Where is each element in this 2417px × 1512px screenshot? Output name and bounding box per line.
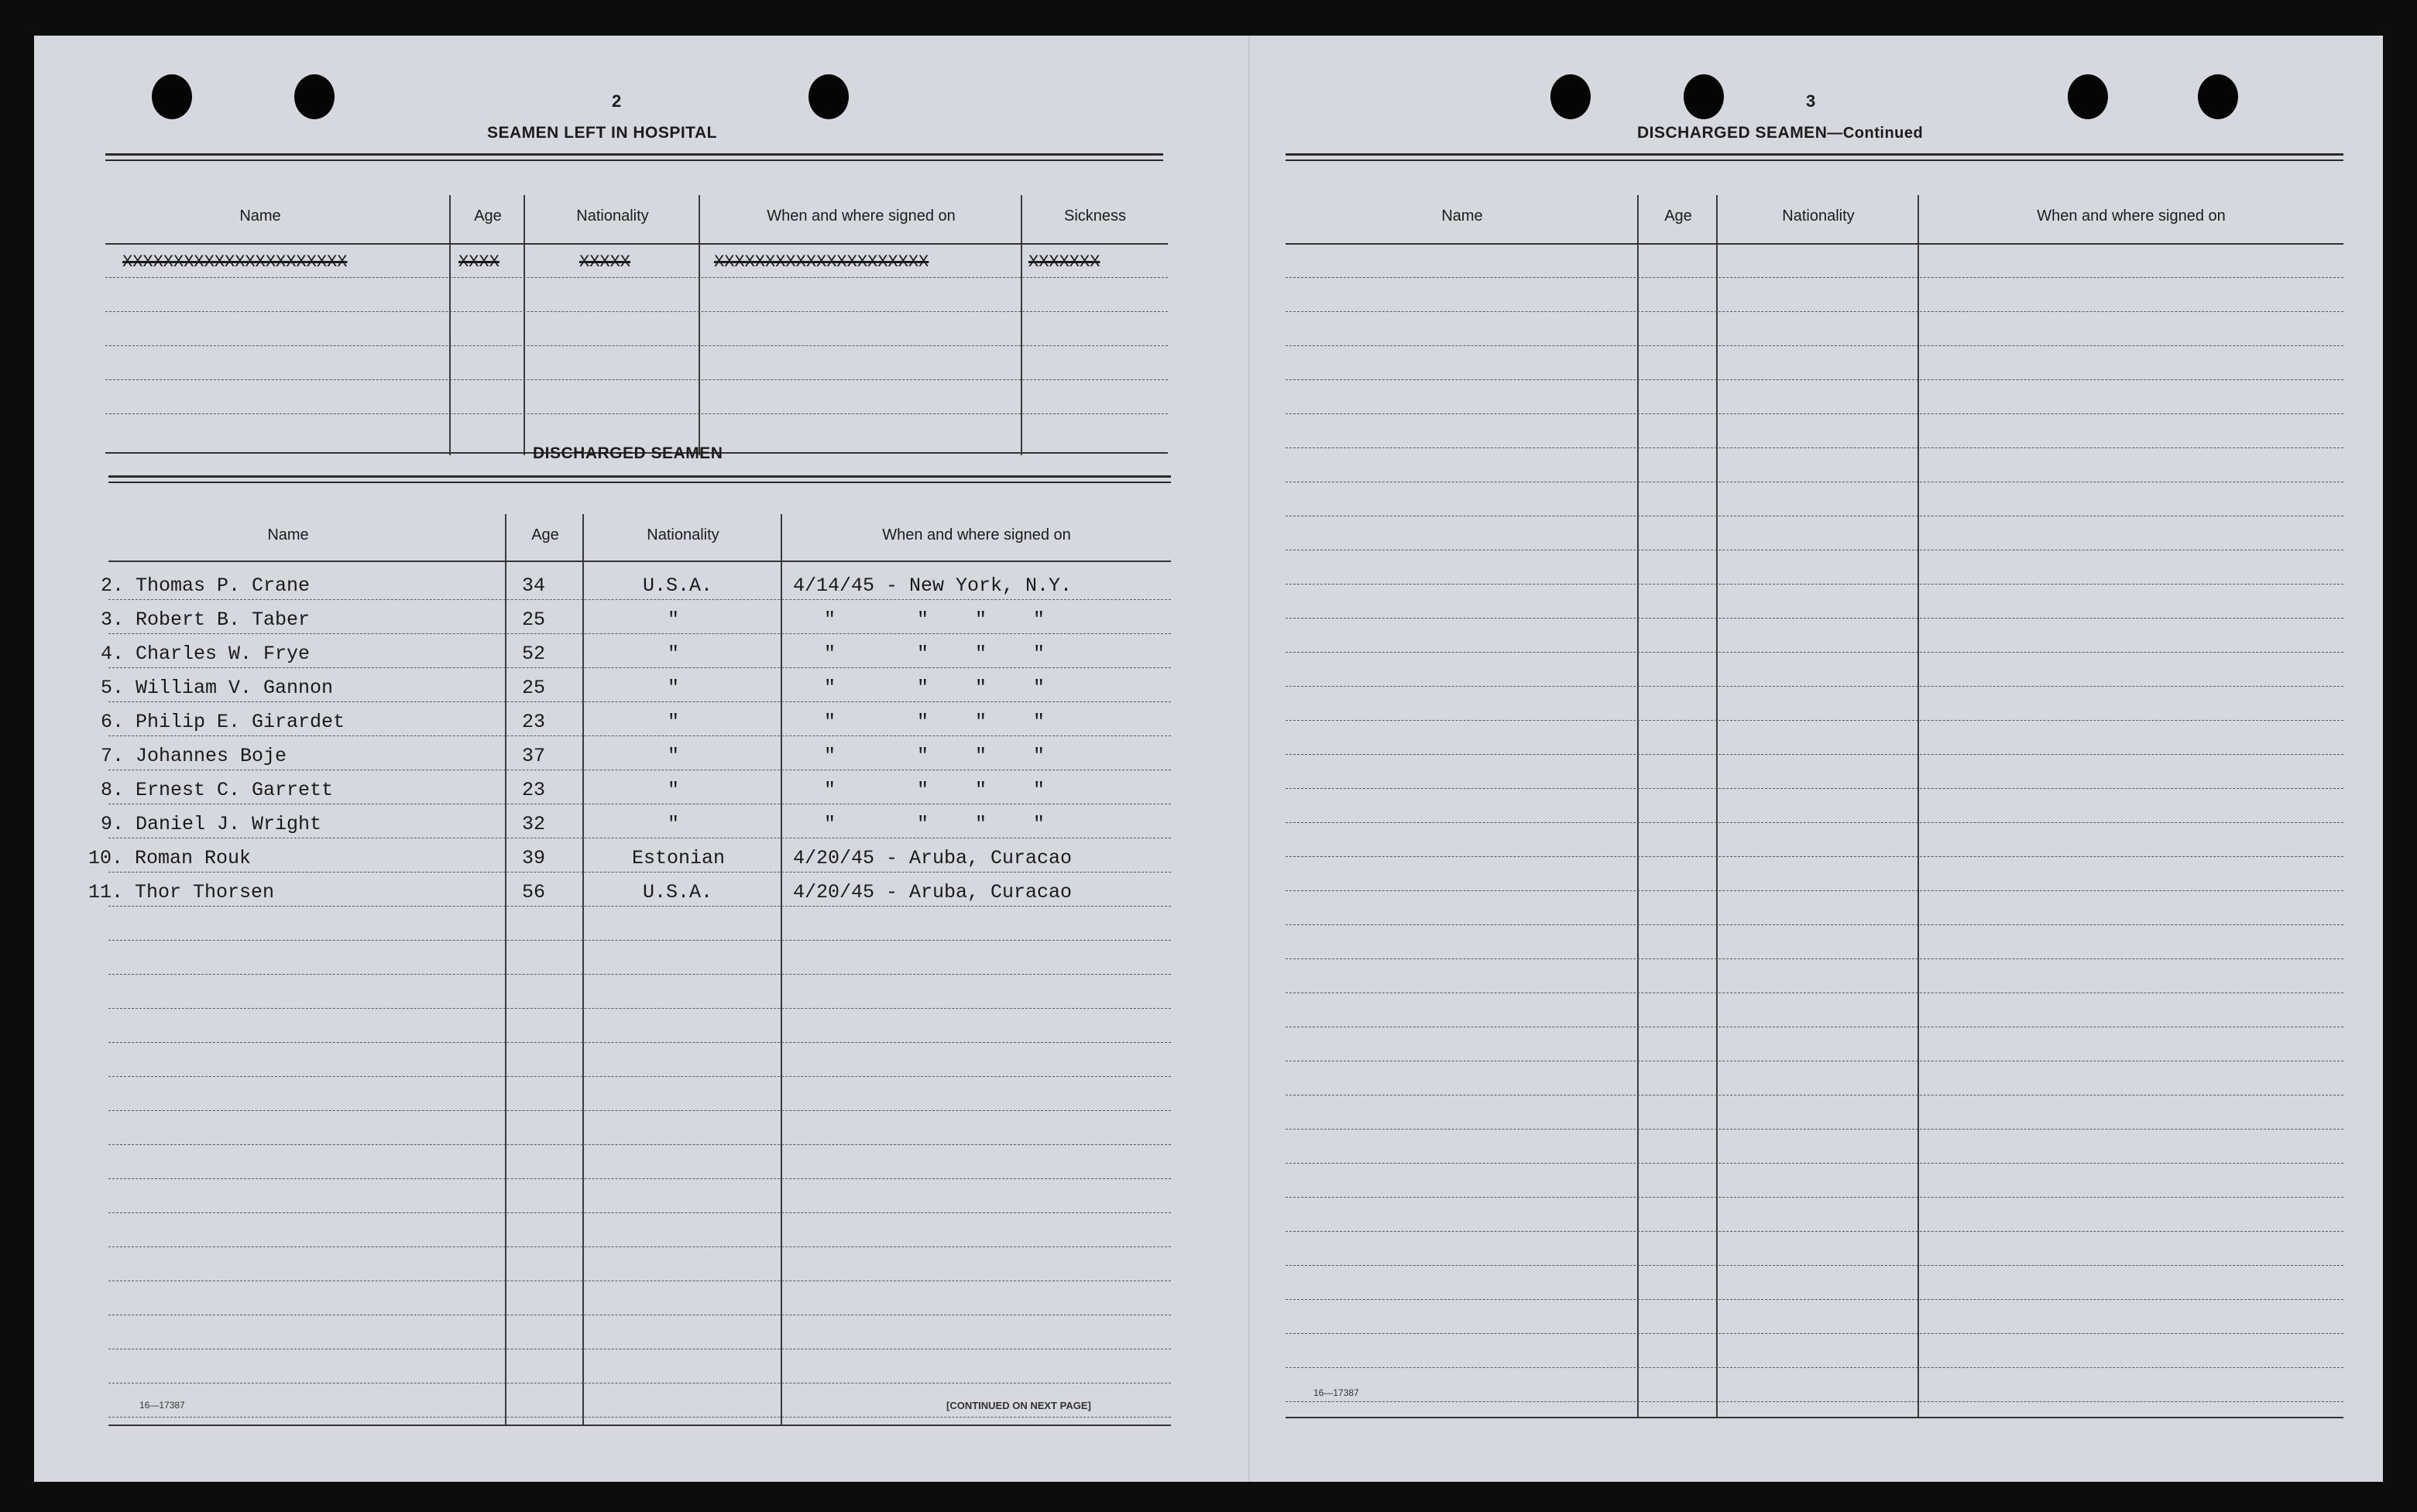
table-row [101, 808, 1171, 842]
seaman-signed-on: " " " " [824, 779, 1045, 801]
struck-sickness: XXXXXXX [1028, 252, 1100, 272]
punch-hole [294, 74, 335, 119]
seaman-name: 6. Philip E. Girardet [101, 711, 345, 733]
row-rule [1286, 1367, 2343, 1369]
discharged-title-text: DISCHARGED SEAMEN [1637, 124, 1828, 142]
punch-hole [1550, 74, 1591, 119]
table-row [88, 876, 1171, 910]
column-header-name: Name [239, 207, 281, 225]
column-header-age: Age [474, 207, 502, 225]
bottom-rule [108, 1425, 1171, 1427]
punch-hole [2198, 74, 2238, 119]
seaman-nationality: " [668, 643, 680, 665]
seaman-age: 23 [522, 779, 546, 801]
document-sheet [34, 36, 2383, 1482]
row-rule [1286, 311, 2343, 313]
seaman-signed-on: " " " " [824, 643, 1045, 665]
seaman-age: 32 [522, 813, 546, 835]
column-header-name: Name [267, 526, 309, 543]
column-header-signed-on: When and where signed on [767, 207, 956, 225]
seaman-age: 52 [522, 643, 546, 665]
row-rule [1286, 1163, 2343, 1164]
row-rule [1286, 379, 2343, 381]
punch-hole [152, 74, 192, 119]
row-rule [108, 1383, 1171, 1384]
row-rule [105, 311, 1168, 313]
row-rule [1286, 618, 2343, 619]
header-rule [105, 243, 1168, 245]
struck-name: XXXXXXXXXXXXXXXXXXXXXX [122, 252, 348, 272]
row-rule [1286, 516, 2343, 517]
seaman-age: 23 [522, 711, 546, 733]
punch-hole [1684, 74, 1724, 119]
seaman-nationality: " [668, 813, 680, 835]
seaman-name: 10. Roman Rouk [88, 847, 252, 869]
row-rule [1286, 890, 2343, 892]
column-header-age: Age [1664, 207, 1692, 225]
continued-suffix: —Continued [1827, 125, 1924, 142]
table-row [101, 706, 1171, 740]
seaman-age: 37 [522, 745, 546, 767]
discharged-continued-table [1286, 161, 2343, 1421]
column-divider [1716, 195, 1718, 1418]
seaman-nationality: U.S.A. [643, 881, 713, 903]
row-rule [1286, 1027, 2343, 1028]
row-rule [1286, 924, 2343, 926]
bottom-rule [1286, 1417, 2343, 1419]
hospital-section-title: SEAMEN LEFT IN HOSPITAL [487, 124, 717, 142]
row-rule [1286, 1061, 2343, 1062]
seaman-nationality: " [668, 779, 680, 801]
seaman-signed-on: 4/20/45 - Aruba, Curacao [793, 847, 1073, 869]
table-row [105, 248, 1168, 282]
row-rule [108, 1076, 1171, 1078]
row-rule [108, 1110, 1171, 1112]
title-rule [1286, 153, 2343, 156]
table-row [101, 774, 1171, 808]
column-divider [1917, 195, 1919, 1418]
row-rule [1286, 482, 2343, 483]
row-rule [108, 1008, 1171, 1010]
page-fold [1248, 36, 1250, 1482]
column-divider [524, 195, 525, 455]
seaman-name: 2. Thomas P. Crane [101, 574, 311, 597]
column-divider [699, 195, 700, 455]
seaman-signed-on: " " " " [824, 609, 1045, 631]
seaman-nationality: Estonian [632, 847, 726, 869]
seaman-name: 7. Johannes Boje [101, 745, 287, 767]
title-rule [105, 153, 1163, 156]
seaman-nationality: " [668, 745, 680, 767]
punch-hole [2068, 74, 2108, 119]
column-header-signed-on: When and where signed on [882, 526, 1071, 543]
table-row [101, 740, 1171, 774]
page-number: 2 [612, 91, 622, 111]
seaman-nationality: U.S.A. [643, 574, 713, 597]
column-header-age: Age [531, 526, 559, 543]
row-rule [1286, 754, 2343, 756]
seaman-name: 4. Charles W. Frye [101, 643, 311, 665]
seaman-signed-on: 4/14/45 - New York, N.Y. [793, 574, 1073, 597]
row-rule [1286, 720, 2343, 722]
column-header-nationality: Nationality [647, 526, 719, 543]
row-rule [105, 379, 1168, 381]
discharged-section-title: DISCHARGED SEAMEN [533, 444, 723, 462]
row-rule [108, 1281, 1171, 1282]
seaman-name: 5. William V. Gannon [101, 677, 334, 699]
row-rule [1286, 652, 2343, 653]
column-header-sickness: Sickness [1063, 207, 1127, 225]
seaman-signed-on: 4/20/45 - Aruba, Curacao [793, 881, 1073, 903]
row-rule [1286, 822, 2343, 824]
row-rule [1286, 1231, 2343, 1233]
table-row [101, 570, 1171, 604]
seaman-age: 25 [522, 609, 546, 631]
seaman-nationality: " [668, 609, 680, 631]
form-number: 16—17387 [1313, 1387, 1359, 1398]
row-rule [1286, 1299, 2343, 1301]
discharged-continued-title [1637, 124, 1923, 142]
seaman-signed-on: " " " " [824, 711, 1045, 733]
row-rule [1286, 1401, 2343, 1403]
seaman-signed-on: " " " " [824, 745, 1045, 767]
column-divider [449, 195, 451, 455]
table-row [101, 638, 1171, 672]
column-divider [1021, 195, 1022, 455]
form-number: 16—17387 [139, 1400, 185, 1411]
seaman-signed-on: " " " " [824, 677, 1045, 699]
header-rule [108, 561, 1171, 563]
row-rule [1286, 413, 2343, 415]
seaman-age: 25 [522, 677, 546, 699]
row-rule [108, 1246, 1171, 1248]
row-rule [108, 1315, 1171, 1316]
row-rule [108, 1349, 1171, 1350]
row-rule [105, 345, 1168, 347]
row-rule [108, 1417, 1171, 1418]
discharged-table [88, 483, 1171, 1429]
row-rule [1286, 993, 2343, 994]
row-rule [1286, 1265, 2343, 1267]
seaman-name: 3. Robert B. Taber [101, 609, 311, 631]
continued-note: [CONTINUED ON NEXT PAGE] [946, 1400, 1091, 1411]
punch-hole [809, 74, 849, 119]
struck-nationality: XXXXX [579, 252, 631, 272]
row-rule [105, 413, 1168, 415]
row-rule [1286, 345, 2343, 347]
row-rule [1286, 550, 2343, 551]
row-rule [108, 1144, 1171, 1146]
row-rule [1286, 277, 2343, 279]
row-rule [1286, 584, 2343, 585]
column-divider [1637, 195, 1639, 1418]
table-row [88, 842, 1171, 876]
row-rule [1286, 1095, 2343, 1096]
row-rule [108, 1042, 1171, 1044]
struck-age: XXXX [458, 252, 500, 272]
struck-signed-on: XXXXXXXXXXXXXXXXXXXXX [714, 252, 929, 272]
row-rule [108, 974, 1171, 975]
seaman-name: 11. Thor Thorsen [88, 881, 275, 903]
page-number: 3 [1806, 91, 1816, 111]
table-row [101, 672, 1171, 706]
row-rule [1286, 1197, 2343, 1198]
column-header-nationality: Nationality [576, 207, 649, 225]
seaman-age: 39 [522, 847, 546, 869]
row-rule [1286, 958, 2343, 960]
row-rule [1286, 686, 2343, 687]
column-header-name: Name [1441, 207, 1483, 225]
row-rule [1286, 1129, 2343, 1130]
seaman-nationality: " [668, 677, 680, 699]
title-rule [108, 475, 1171, 478]
seaman-age: 56 [522, 881, 546, 903]
table-row [101, 604, 1171, 638]
row-rule [108, 1178, 1171, 1180]
seaman-name: 8. Ernest C. Garrett [101, 779, 334, 801]
row-rule [1286, 447, 2343, 449]
row-rule [108, 1212, 1171, 1214]
row-rule [1286, 1333, 2343, 1335]
row-rule [108, 940, 1171, 941]
header-rule [1286, 243, 2343, 245]
seaman-name: 9. Daniel J. Wright [101, 813, 322, 835]
hospital-table [105, 161, 1168, 457]
seaman-signed-on: " " " " [824, 813, 1045, 835]
row-rule [1286, 788, 2343, 790]
seaman-nationality: " [668, 711, 680, 733]
seaman-age: 34 [522, 574, 546, 597]
row-rule [1286, 856, 2343, 858]
column-header-signed-on: When and where signed on [2037, 207, 2226, 225]
column-header-nationality: Nationality [1782, 207, 1855, 225]
